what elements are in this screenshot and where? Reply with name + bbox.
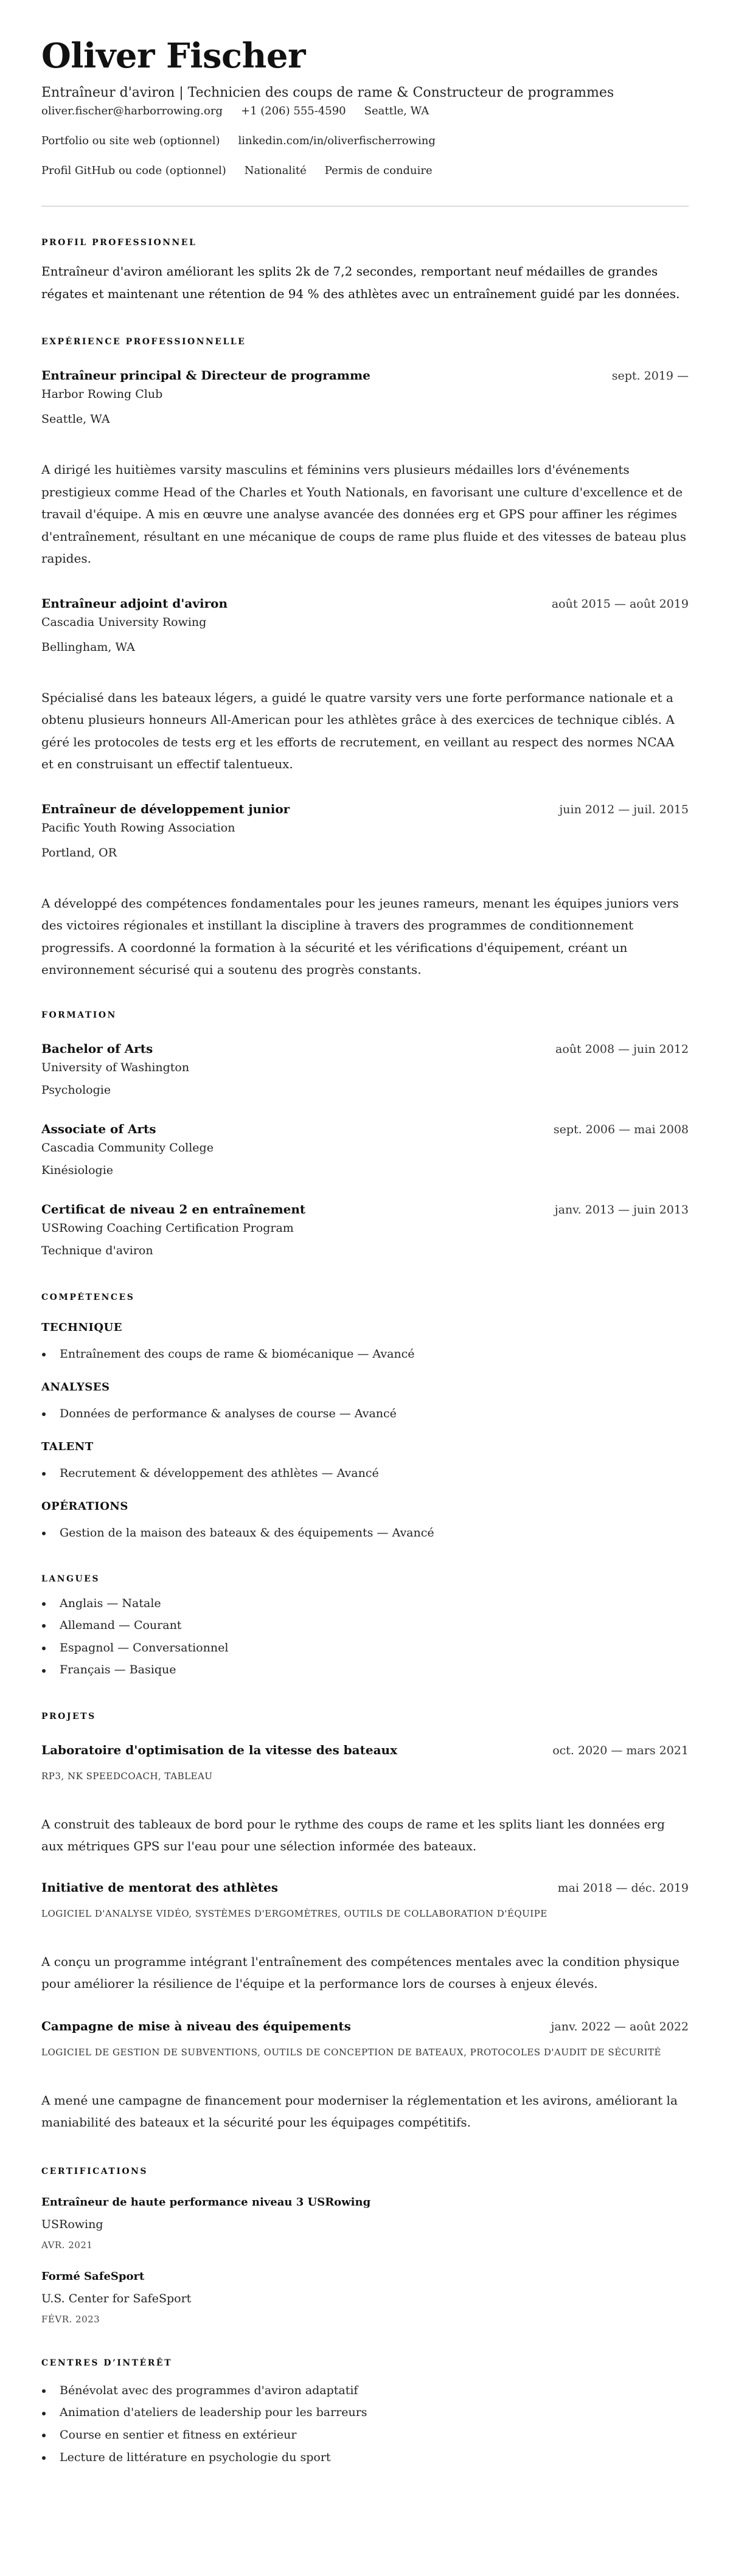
education-entry — [41, 1040, 689, 1099]
interest-item: Course en sentier et fitness en extérieur — [41, 2424, 689, 2446]
section-heading: CENTRES D’INTÉRÊT — [41, 2358, 172, 2368]
certification-entry — [41, 2268, 689, 2326]
job-entry — [41, 594, 689, 776]
experience-section — [41, 336, 689, 981]
certification-title: Formé SafeSport — [41, 2269, 145, 2283]
entry-dates: mai 2018 — déc. 2019 — [557, 1881, 689, 1895]
entry-header — [41, 1200, 689, 1219]
language-item: Allemand — Courant — [41, 1614, 689, 1637]
education-section — [41, 1009, 689, 1260]
candidate-name: Oliver Fischer — [41, 36, 305, 76]
education-field: Psychologie — [41, 1083, 111, 1097]
certification-date: FÉVR. 2023 — [41, 2313, 100, 2325]
certification-issuer: U.S. Center for SafeSport — [41, 2291, 192, 2305]
entry-dates: sept. 2006 — mai 2008 — [553, 1122, 689, 1136]
entry-header — [41, 1878, 689, 1897]
skills-section — [41, 1291, 689, 1542]
language-item: Anglais — Natale — [41, 1592, 689, 1615]
interest-item: Bénévolat avec des programmes d'aviron adaptatif — [41, 2380, 689, 2402]
projects-section — [41, 1710, 689, 2134]
skill-list — [41, 1345, 689, 1363]
entry-title: Entraîneur adjoint d'aviron — [41, 595, 228, 611]
project-description: A mené une campagne de financement pour moderniser la réglementation et les avirons, améliorant la maniabilité des bateaux et la sécurité pour les équipages compétitifs. — [41, 2092, 678, 2130]
education-field: Kinésiologie — [41, 1163, 114, 1177]
languages-section — [41, 1573, 689, 1681]
job-company: Pacific Youth Rowing Association — [41, 821, 235, 835]
language-item: Espagnol — Conversationnel — [41, 1637, 689, 1659]
skill-item: Entraînement des coups de rame & biomécanique — Avancé — [41, 1345, 689, 1363]
contact-portfolio[interactable]: Portfolio ou site web (optionnel) — [41, 134, 220, 147]
job-location: Seattle, WA — [41, 412, 110, 426]
skill-list — [41, 1464, 689, 1482]
education-entry — [41, 1200, 689, 1260]
contact-row — [41, 162, 689, 180]
entry-dates: août 2015 — août 2019 — [551, 597, 689, 611]
job-entry — [41, 366, 689, 570]
candidate-headline: Entraîneur d'aviron | Technicien des coups de rame & Constructeur de programmes — [41, 85, 614, 100]
job-company: Harbor Rowing Club — [41, 387, 163, 401]
language-item: Français — Basique — [41, 1659, 689, 1681]
entry-header — [41, 800, 689, 819]
entry-dates: juin 2012 — juil. 2015 — [559, 802, 689, 816]
entry-title: Entraîneur principal & Directeur de programme — [41, 368, 370, 383]
contact-row — [41, 132, 689, 150]
header-divider — [41, 206, 689, 207]
job-entry — [41, 800, 689, 981]
section-heading: PROJETS — [41, 1711, 96, 1721]
entry-title: Laboratoire d'optimisation de la vitesse des bateaux — [41, 1742, 398, 1757]
entry-header — [41, 366, 689, 385]
skill-category: TALENT — [41, 1440, 94, 1453]
section-heading: PROFIL PROFESSIONNEL — [41, 238, 197, 248]
entry-header — [41, 1741, 689, 1760]
entry-header — [41, 2017, 689, 2036]
project-description: A construit des tableaux de bord pour le rythme des coups de rame et les splits liant les données erg aux métriques GPS sur l'eau pour une sélection informée des bateaux. — [41, 1816, 665, 1854]
project-tech-stack: LOGICIEL DE GESTION DE SUBVENTIONS, OUTILS DE CONCEPTION DE BATEAUX, PROTOCOLES D'AUDIT DE SÉCURITÉ — [41, 2046, 661, 2058]
education-school: Cascadia Community College — [41, 1140, 214, 1154]
summary-section — [41, 237, 689, 305]
entry-dates: janv. 2022 — août 2022 — [551, 2019, 689, 2033]
entry-title: Bachelor of Arts — [41, 1041, 153, 1056]
section-heading: CERTIFICATIONS — [41, 2166, 148, 2176]
project-entry — [41, 1741, 689, 1858]
job-description: A développé des compétences fondamentales pour les jeunes rameurs, menant les équipes juniors vers des victoires régionales et instillant la discipline à travers des programmes de conditionnement progressifs. A coordonné la formation à la sécurité et les vérifications d'équipement, créant un environnement sécurisé qui a soutenu des progrès constants. — [41, 895, 679, 977]
project-tech-stack: RP3, NK SPEEDCOACH, TABLEAU — [41, 1770, 213, 1782]
interests-section — [41, 2357, 689, 2468]
contact-linkedin[interactable]: linkedin.com/in/oliverfischerrowing — [238, 134, 436, 147]
entry-header — [41, 594, 689, 613]
job-description: Spécialisé dans les bateaux légers, a guidé le quatre varsity vers une forte performance nationale et a obtenu plusieurs honneurs All-American pour les athlètes grâce à des exercices de technique ciblés. A géré les protocoles de tests erg et les efforts de recrutement, en veillant au respect des normes NCAA et en construisant un effectif talentueux. — [41, 690, 675, 771]
section-heading: COMPÉTENCES — [41, 1292, 135, 1302]
entry-title: Initiative de mentorat des athlètes — [41, 1880, 279, 1895]
certification-date: AVR. 2021 — [41, 2239, 93, 2251]
education-entry — [41, 1120, 689, 1179]
contact-location: Seattle, WA — [364, 105, 429, 117]
entry-dates: janv. 2013 — juin 2013 — [554, 1203, 689, 1217]
education-school: USRowing Coaching Certification Program — [41, 1221, 294, 1235]
contact-nationality: Nationalité — [244, 164, 307, 177]
entry-dates: oct. 2020 — mars 2021 — [552, 1743, 689, 1757]
project-entry — [41, 2017, 689, 2134]
certification-title: Entraîneur de haute performance niveau 3 USRowing — [41, 2195, 371, 2209]
contact-github[interactable]: Profil GitHub ou code (optionnel) — [41, 164, 226, 177]
skill-category: OPÉRATIONS — [41, 1499, 128, 1513]
job-description: A dirigé les huitièmes varsity masculins et féminins vers plusieurs médailles lors d'événements prestigieux comme Head of the Charles et Youth Nationals, en favorisant une culture d'excellence et de travail d'équipe. A mis en œuvre une analyse avancée des données erg et GPS pour affiner les régimes d'entraînement, résultant en une mécanique de coups de rame plus fluide et des vitesses de bateau plus rapides. — [41, 462, 687, 566]
job-location: Bellingham, WA — [41, 640, 135, 654]
skill-list — [41, 1404, 689, 1423]
entry-title: Entraîneur de développement junior — [41, 801, 290, 816]
summary-text: Entraîneur d'aviron améliorant les splits 2k de 7,2 secondes, remportant neuf médailles de grandes régates et maintenant une rétention de 94 % des athlètes avec un entraînement guidé par les données. — [41, 264, 680, 301]
resume-header — [41, 36, 689, 207]
certifications-section — [41, 2165, 689, 2326]
section-heading: EXPÉRIENCE PROFESSIONNELLE — [41, 337, 246, 347]
interest-item: Lecture de littérature en psychologie du sport — [41, 2446, 689, 2469]
entry-title: Campagne de mise à niveau des équipements — [41, 2018, 351, 2033]
project-description: A conçu un programme intégrant l'entraînement des compétences mentales avec la condition physique pour améliorer la résilience de l'équipe et la performance lors de courses à enjeux élevés. — [41, 1954, 680, 1991]
skill-category: ANALYSES — [41, 1380, 110, 1394]
contact-driving-license: Permis de conduire — [324, 164, 433, 177]
entry-title: Associate of Arts — [41, 1121, 156, 1136]
project-entry — [41, 1878, 689, 1995]
interest-item: Animation d'ateliers de leadership pour les barreurs — [41, 2401, 689, 2424]
section-heading: LANGUES — [41, 1574, 100, 1584]
certification-entry — [41, 2194, 689, 2252]
entry-dates: sept. 2019 — — [611, 369, 689, 383]
job-company: Cascadia University Rowing — [41, 615, 207, 629]
education-school: University of Washington — [41, 1060, 190, 1074]
entry-header — [41, 1120, 689, 1139]
skill-list — [41, 1524, 689, 1542]
contact-row — [41, 102, 689, 120]
contact-email[interactable]: oliver.fischer@harborrowing.org — [41, 105, 223, 117]
skill-item: Gestion de la maison des bateaux & des équipements — Avancé — [41, 1524, 689, 1542]
section-heading: FORMATION — [41, 1010, 117, 1020]
job-location: Portland, OR — [41, 845, 117, 859]
contact-phone[interactable]: +1 (206) 555-4590 — [241, 105, 346, 117]
skill-item: Recrutement & développement des athlètes — Avancé — [41, 1464, 689, 1482]
certification-issuer: USRowing — [41, 2217, 103, 2231]
entry-header — [41, 1040, 689, 1058]
project-tech-stack: LOGICIEL D'ANALYSE VIDÉO, SYSTÈMES D'ERGOMÈTRES, OUTILS DE COLLABORATION D'ÉQUIPE — [41, 1908, 548, 1919]
skill-item: Données de performance & analyses de course — Avancé — [41, 1404, 689, 1423]
skill-category: TECHNIQUE — [41, 1321, 122, 1334]
entry-title: Certificat de niveau 2 en entraînement — [41, 1201, 306, 1217]
entry-dates: août 2008 — juin 2012 — [555, 1042, 689, 1056]
education-field: Technique d'aviron — [41, 1243, 153, 1257]
